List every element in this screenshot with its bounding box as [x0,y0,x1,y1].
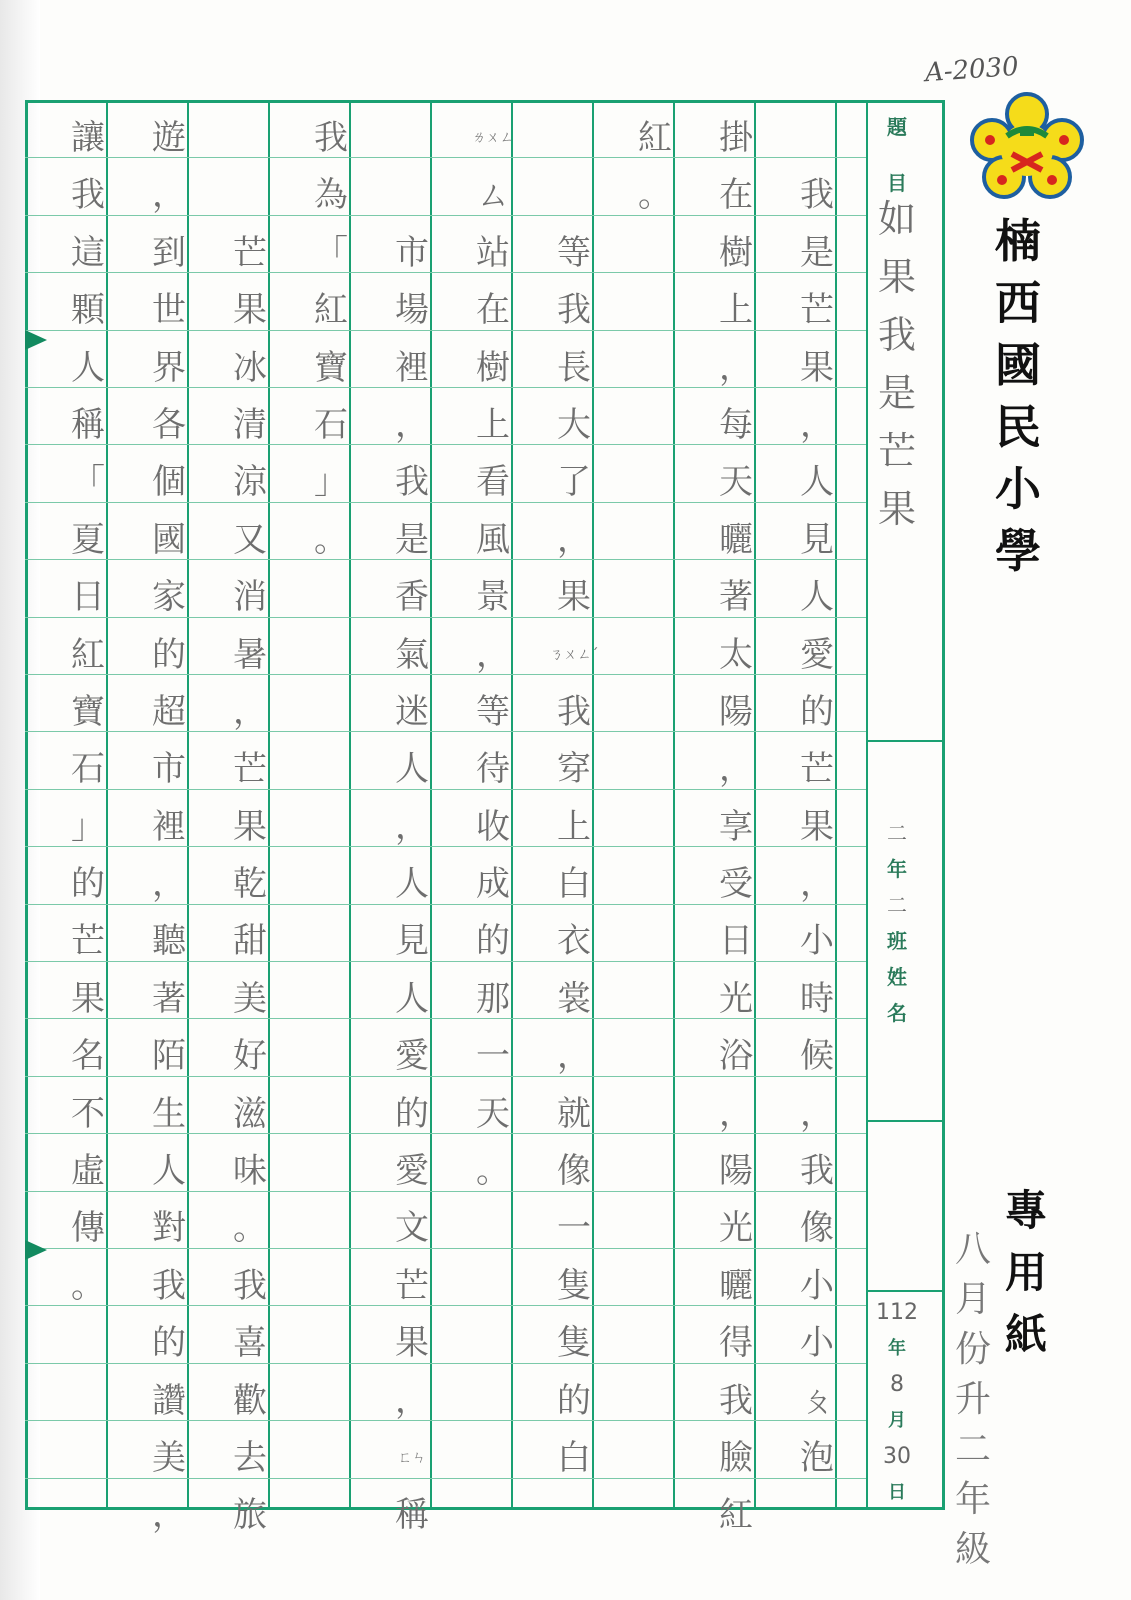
essay-char: 愛 [800,634,834,675]
special-paper-label [1005,1180,1047,1366]
essay-char: 的 [152,1323,186,1364]
title-char: 果 [877,255,916,299]
essay-char: 上 [557,806,591,847]
essay-char: 「 [71,462,105,503]
name-label-char: 名 [887,1001,907,1025]
essay-char: 芒 [233,232,267,273]
essay-char: ， [152,864,186,905]
school-char: 民 [995,400,1041,454]
essay-char: 享 [719,806,753,847]
year-label: 年 [888,1338,906,1359]
essay-char: ， [152,175,186,216]
essay-char: 芒 [233,749,267,790]
essay-column [542,110,606,1487]
essay-char: 到 [152,232,186,273]
essay-char: 甜 [233,921,267,962]
essay-char: 果 [395,1323,429,1364]
student-info [870,815,924,1031]
essay-char: ， [719,347,753,388]
essay-char [542,167,606,224]
essay-char: ， [395,404,429,445]
essay-char: 成 [476,864,510,905]
title-char: 如 [877,197,916,241]
margin-marker-icon [25,330,47,350]
essay-char: 我 [800,175,834,216]
essay-char: 芒 [800,749,834,790]
essay-char: 衣 [557,921,591,962]
essay-title [870,190,924,538]
essay-char: 喜 [233,1323,267,1364]
essay-char: ， [800,404,834,445]
essay-char: 隻 [557,1265,591,1306]
student-grade: 二 [887,821,907,845]
essay-char: 人 [395,864,429,905]
essay-char: 讓 [71,118,105,158]
essay-char: 世 [152,290,186,331]
essay-char: 人 [395,978,429,1019]
essay-char: 浴 [719,1036,753,1077]
essay-char: 稱 [395,1495,429,1536]
essay-char: 人 [71,347,105,388]
essay-char: 冰 [233,347,267,388]
essay-char: 消 [233,577,267,618]
essay-char: 虛 [71,1151,105,1192]
info-box-line [866,740,945,742]
essay-char: ， [476,634,510,675]
essay-char [380,110,444,167]
essay-char: 就 [557,1093,591,1134]
essay-char: ， [719,1093,753,1134]
side-note-char: 月 [955,1279,992,1320]
essay-char: 人 [395,749,429,790]
essay-char: 。 [476,1151,510,1192]
essay-char: 美 [233,978,267,1019]
essay-char: 為 [314,175,348,216]
essay-char: 場 [395,290,429,331]
essay-char: 乾 [233,864,267,905]
essay-char: 我 [557,290,591,331]
essay-char: 國 [152,519,186,560]
essay-char: 石 [71,749,105,790]
essay-char: 石 [314,404,348,445]
essay-char: ， [233,691,267,732]
essay-char: 一 [476,1036,510,1077]
title-char: 是 [877,371,916,415]
essay-char: 。 [233,1208,267,1249]
school-char: 楠 [995,214,1041,268]
school-char: 西 [995,276,1041,330]
essay-char: 各 [152,404,186,445]
essay-char: 芒 [800,290,834,331]
essay-char: 人 [152,1151,186,1192]
essay-column [137,110,201,1545]
title-char: 芒 [877,429,916,473]
essay-char: 等 [557,232,591,273]
essay-char: 人 [800,577,834,618]
essay-char: 暑 [233,634,267,675]
school-char: 小 [995,462,1041,516]
essay-char: 曬 [719,1265,753,1306]
class-label: 班 [887,929,907,953]
school-logo-icon [962,92,1092,202]
essay-char: 愛 [395,1151,429,1192]
essay-char: 去 [233,1437,267,1478]
essay-char: 的 [71,864,105,905]
essay-char: ， [557,1036,591,1077]
essay-char: 景 [476,577,510,618]
essay-char: 界 [152,347,186,388]
essay-char: 我 [557,691,591,732]
essay-char: ， [800,1093,834,1134]
essay-char: 隻 [557,1323,591,1364]
side-note-char: 升 [955,1379,992,1420]
essay-char: 旅 [233,1495,267,1536]
essay-column [218,110,282,1545]
essay-char: 清 [233,404,267,445]
essay-char: 。 [71,1265,105,1306]
essay-char: 生 [152,1093,186,1134]
essay-column [704,110,768,1545]
essay-char: 樹 [476,347,510,388]
essay-char: 長 [557,347,591,388]
essay-char: 陽 [719,1151,753,1192]
essay-char: 候 [800,1036,834,1077]
special-char: 專 [1005,1186,1048,1235]
essay-char: 果 [800,347,834,388]
essay-char: 文 [395,1208,429,1249]
essay-char [218,110,282,167]
paper-code: A-2030 [924,51,1020,89]
day-label: 日 [888,1482,906,1503]
essay-char: 的 [800,691,834,732]
essay-char: 天 [719,462,753,503]
essay-char: 是 [800,232,834,273]
essay-char: 的 [476,921,510,962]
name-label-char: 姓 [887,965,907,989]
essay-char: 傳 [71,1208,105,1249]
essay-char: 在 [476,290,510,331]
essay-char: 。 [314,519,348,560]
essay-char: 小 [800,921,834,962]
essay-char: 歡 [233,1380,267,1421]
essay-char: 名 [71,1036,105,1077]
essay-char: 樹 [719,232,753,273]
student-class: 二 [887,893,907,917]
essay-char: 穿 [557,749,591,790]
grade-label: 年 [887,857,907,881]
date-day: 30 [883,1444,911,1469]
essay-char: 小 [800,1323,834,1364]
essay-char: 大 [557,404,591,445]
essay-column [623,110,687,225]
essay-char: ， [800,864,834,905]
essay-char: 我 [152,1265,186,1306]
essay-char: 收 [476,806,510,847]
essay-char: 裳 [557,978,591,1019]
essay-char: ㄌㄨㄥ [472,130,514,146]
essay-char: 家 [152,577,186,618]
title-char: 我 [877,313,916,357]
topic-label-char: 目 [887,171,907,195]
essay-char: 陌 [152,1036,186,1077]
essay-char: 光 [719,1208,753,1249]
essay-char: 涼 [233,462,267,503]
essay-char: 個 [152,462,186,503]
essay-char: 人 [800,462,834,503]
essay-char: ㄋㄨㄥˊ [549,646,599,663]
essay-char: 我 [314,118,348,158]
topic-label [868,112,926,198]
essay-char: 我 [719,1380,753,1421]
essay-char: 那 [476,978,510,1019]
school-char: 國 [995,338,1041,392]
essay-char: ， [395,806,429,847]
essay-char: ， [557,519,591,560]
essay-char: 香 [395,577,429,618]
essay-char: 站 [476,232,510,273]
grid-column-line [866,100,868,1510]
essay-char: 白 [557,864,591,905]
essay-char: 愛 [395,1036,429,1077]
essay-char: 我 [233,1265,267,1306]
essay-column [299,110,363,569]
essay-char: 是 [395,519,429,560]
side-note-char: 級 [955,1529,992,1570]
essay-char: 好 [233,1036,267,1077]
essay-char: 著 [719,577,753,618]
essay-char: 芒 [395,1265,429,1306]
essay-char: 上 [476,404,510,445]
special-char: 紙 [1005,1310,1048,1359]
essay-char: 迷 [395,691,429,732]
essay-char: 紅 [719,1495,753,1536]
essay-char: 讚 [152,1380,186,1421]
essay-char: 泡 [800,1437,834,1478]
essay-char: 芒 [71,921,105,962]
essay-column [785,110,849,1487]
essay-char: 看 [476,462,510,503]
essay-char: 臉 [719,1437,753,1478]
essay-char: 裡 [152,806,186,847]
essay-char: 見 [800,519,834,560]
essay-char: 日 [719,921,753,962]
essay-char: 」 [71,806,105,847]
side-note [955,1225,991,1575]
essay-char: 果 [800,806,834,847]
essay-char: 紅 [71,634,105,675]
month-label: 月 [888,1410,906,1431]
essay-char [380,167,444,224]
essay-char: 日 [71,577,105,618]
essay-char: 。 [638,175,672,216]
side-note-char: 八 [955,1229,992,1270]
essay-char: 著 [152,978,186,1019]
essay-column [380,110,444,1545]
essay-char: 上 [719,290,753,331]
essay-char: 我 [800,1151,834,1192]
side-note-char: 份 [955,1329,992,1370]
essay-char: 氣 [395,634,429,675]
essay-char [218,167,282,224]
essay-char: 陽 [719,691,753,732]
side-note-char: 二 [955,1429,992,1470]
essay-column [56,110,120,1315]
essay-char: 受 [719,864,753,905]
essay-char: 像 [557,1151,591,1192]
essay-char: 待 [476,749,510,790]
essay-column [461,110,525,1200]
essay-char: 每 [719,404,753,445]
essay-char: 美 [152,1437,186,1478]
essay-char: 得 [719,1323,753,1364]
essay-char: 白 [557,1437,591,1478]
essay-char: 小 [800,1265,834,1306]
info-box-line [866,1120,945,1122]
essay-char: 果 [71,978,105,1019]
essay-char: 果 [233,806,267,847]
essay-char: 滋 [233,1093,267,1134]
essay-char: 掛 [719,118,753,158]
essay-char: ㄈㄣ [398,1449,426,1466]
essay-char: 」 [314,462,348,503]
topic-label-char: 題 [887,115,907,139]
essay-char: 風 [476,519,510,560]
date-year: 112 [876,1300,918,1325]
essay-char: 了 [557,462,591,503]
essay-char: 裡 [395,347,429,388]
grid-column-line [673,100,675,1510]
essay-char: 時 [800,978,834,1019]
essay-char: 不 [71,1093,105,1134]
essay-char: 我 [395,462,429,503]
essay-char: ㄙ [476,175,510,216]
essay-char: 寶 [71,691,105,732]
essay-char: 果 [557,577,591,618]
essay-char: 寶 [314,347,348,388]
essay-char [542,110,606,167]
essay-char: ㄆ [800,1380,834,1421]
essay-char: 超 [152,691,186,732]
essay-char: 等 [476,691,510,732]
essay-char: 對 [152,1208,186,1249]
side-note-char: 年 [955,1479,992,1520]
essay-char: 像 [800,1208,834,1249]
essay-char: ， [395,1380,429,1421]
essay-char: 果 [233,290,267,331]
school-char: 學 [995,524,1041,578]
essay-char: 一 [557,1208,591,1249]
essay-char: 曬 [719,519,753,560]
essay-char: 稱 [71,404,105,445]
essay-char: 「 [314,232,348,273]
essay-char [785,110,849,167]
essay-char: 聽 [152,921,186,962]
essay-char: 的 [395,1093,429,1134]
essay-char: 夏 [71,519,105,560]
essay-char: 見 [395,921,429,962]
essay-char: 市 [395,232,429,273]
essay-date [872,1295,922,1511]
essay-char: 味 [233,1151,267,1192]
essay-char: 市 [152,749,186,790]
essay-char: 這 [71,232,105,273]
date-month: 8 [890,1372,904,1397]
essay-char: 又 [233,519,267,560]
essay-char: 紅 [638,118,672,158]
info-box-line [866,1290,945,1292]
essay-char: 太 [719,634,753,675]
title-char: 果 [877,487,916,531]
essay-char: 在 [719,175,753,216]
essay-char: 天 [476,1093,510,1134]
school-name [995,210,1041,582]
essay-char: 顆 [71,290,105,331]
essay-char: 紅 [314,290,348,331]
essay-char: ， [152,1495,186,1536]
grid-column-line [25,100,27,1510]
margin-marker-icon [25,1240,47,1260]
essay-char: 我 [71,175,105,216]
essay-char: 遊 [152,118,186,158]
essay-char: ， [719,749,753,790]
essay-char: 光 [719,978,753,1019]
essay-char: 的 [557,1380,591,1421]
essay-char: 的 [152,634,186,675]
special-char: 用 [1005,1248,1048,1297]
